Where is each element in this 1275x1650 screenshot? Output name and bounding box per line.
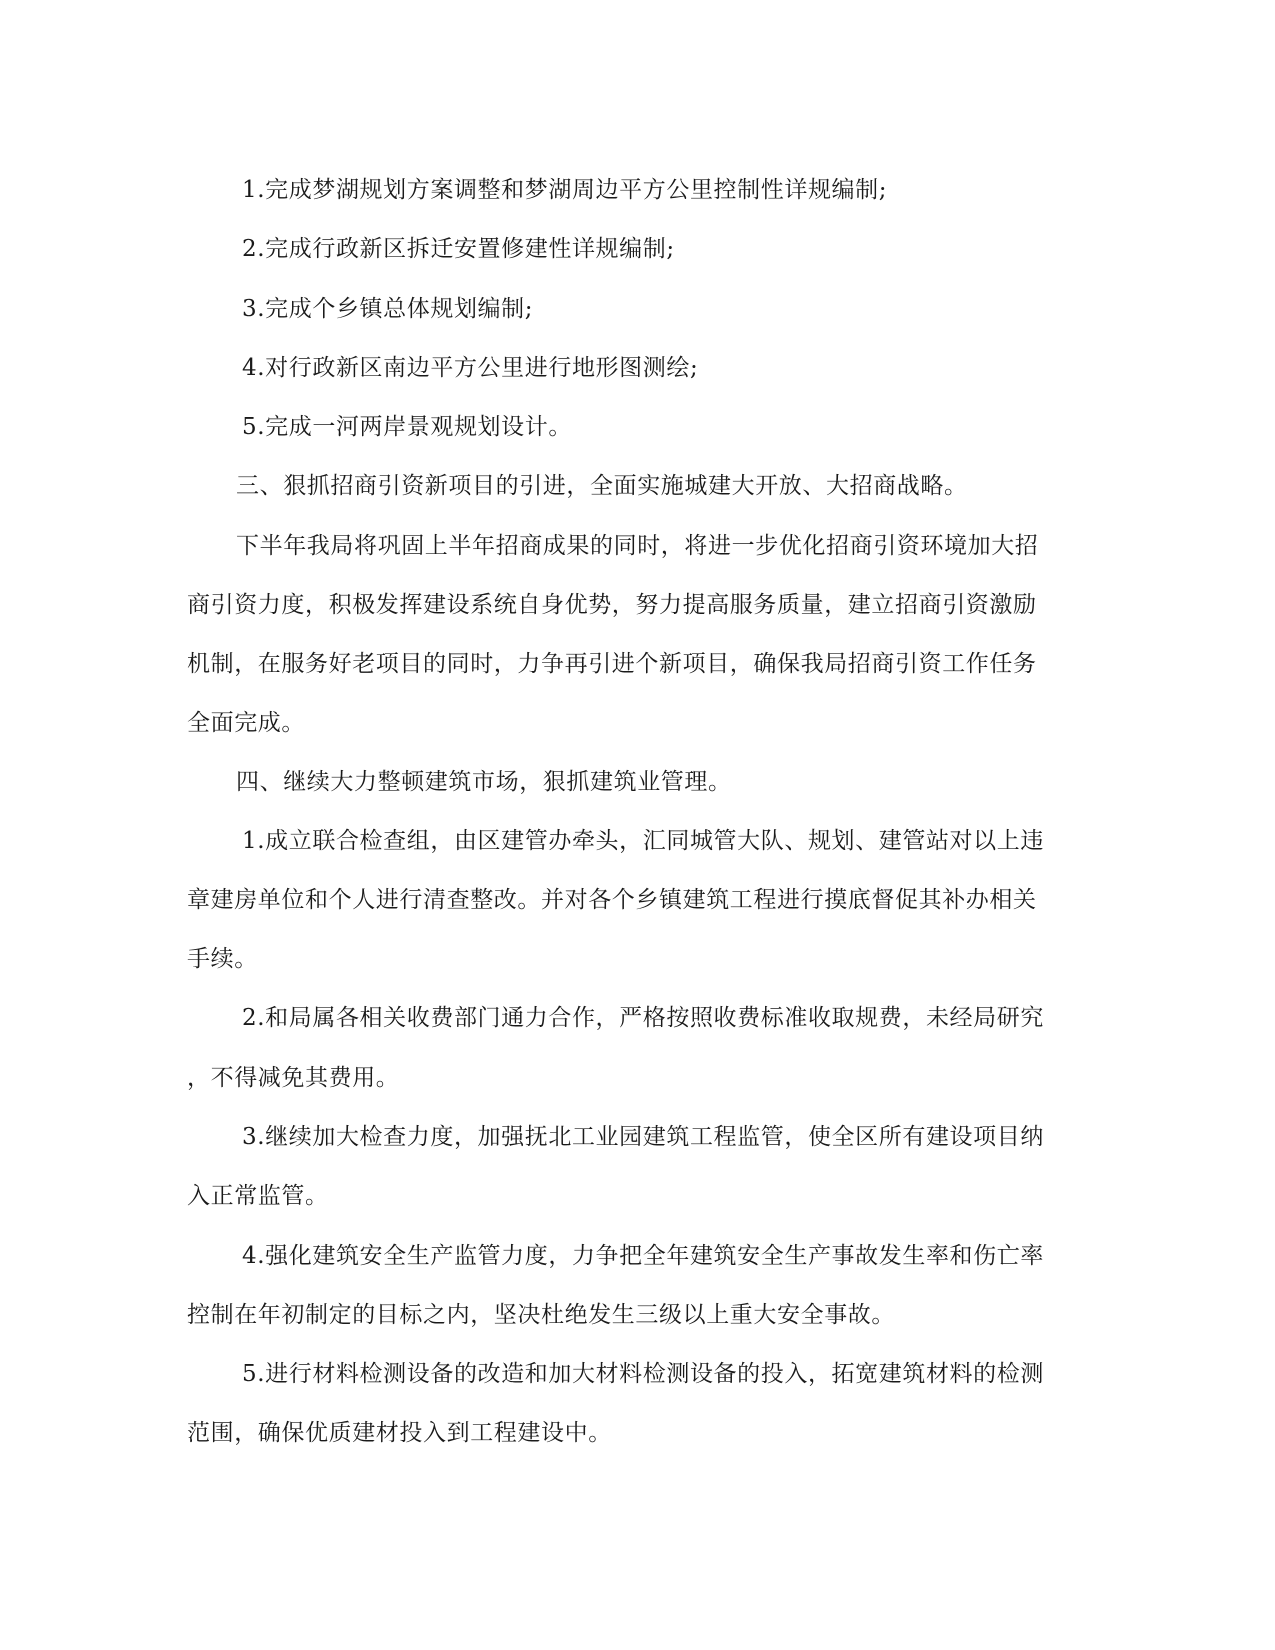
section-heading-3: 三、狠抓招商引资新项目的引进，全面实施城建大开放、大招商战略。 bbox=[236, 473, 968, 499]
list-item-construction-4: 4.强化建筑安全生产监管力度，力争把全年建筑安全生产事故发生率和伤亡率 bbox=[242, 1243, 1044, 1269]
paragraph-line: 手续。 bbox=[187, 946, 258, 972]
section-heading-4: 四、继续大力整顿建筑市场，狠抓建筑业管理。 bbox=[236, 769, 732, 795]
paragraph-line: 范围，确保优质建材投入到工程建设中。 bbox=[187, 1420, 612, 1446]
paragraph-line: 下半年我局将巩固上半年招商成果的同时，将进一步优化招商引资环境加大招 bbox=[236, 533, 1039, 559]
list-item-planning-4: 4.对行政新区南边平方公里进行地形图测绘; bbox=[242, 355, 699, 381]
paragraph-line: ，不得减免其费用。 bbox=[187, 1065, 400, 1091]
list-item-planning-5: 5.完成一河两岸景观规划设计。 bbox=[242, 414, 572, 440]
list-item-planning-3: 3.完成个乡镇总体规划编制; bbox=[242, 296, 534, 322]
paragraph-line: 全面完成。 bbox=[187, 710, 305, 736]
list-item-construction-1: 1.成立联合检查组，由区建管办牵头，汇同城管大队、规划、建管站对以上违 bbox=[242, 828, 1044, 854]
paragraph-line: 商引资力度，积极发挥建设系统自身优势，努力提高服务质量，建立招商引资激励 bbox=[187, 592, 1037, 618]
list-item-construction-2: 2.和局属各相关收费部门通力合作，严格按照收费标准收取规费，未经局研究 bbox=[242, 1005, 1044, 1031]
list-item-construction-3: 3.继续加大检查力度，加强抚北工业园建筑工程监管，使全区所有建设项目纳 bbox=[242, 1124, 1044, 1150]
list-item-planning-2: 2.完成行政新区拆迁安置修建性详规编制; bbox=[242, 236, 675, 262]
paragraph-line: 控制在年初制定的目标之内，坚决杜绝发生三级以上重大安全事故。 bbox=[187, 1302, 895, 1328]
paragraph-line: 章建房单位和个人进行清查整改。并对各个乡镇建筑工程进行摸底督促其补办相关 bbox=[187, 887, 1037, 913]
paragraph-line: 入正常监管。 bbox=[187, 1183, 329, 1209]
list-item-construction-5: 5.进行材料检测设备的改造和加大材料检测设备的投入，拓宽建筑材料的检测 bbox=[242, 1361, 1044, 1387]
paragraph-line: 机制，在服务好老项目的同时，力争再引进个新项目，确保我局招商引资工作任务 bbox=[187, 651, 1037, 677]
list-item-planning-1: 1.完成梦湖规划方案调整和梦湖周边平方公里控制性详规编制; bbox=[242, 177, 888, 203]
